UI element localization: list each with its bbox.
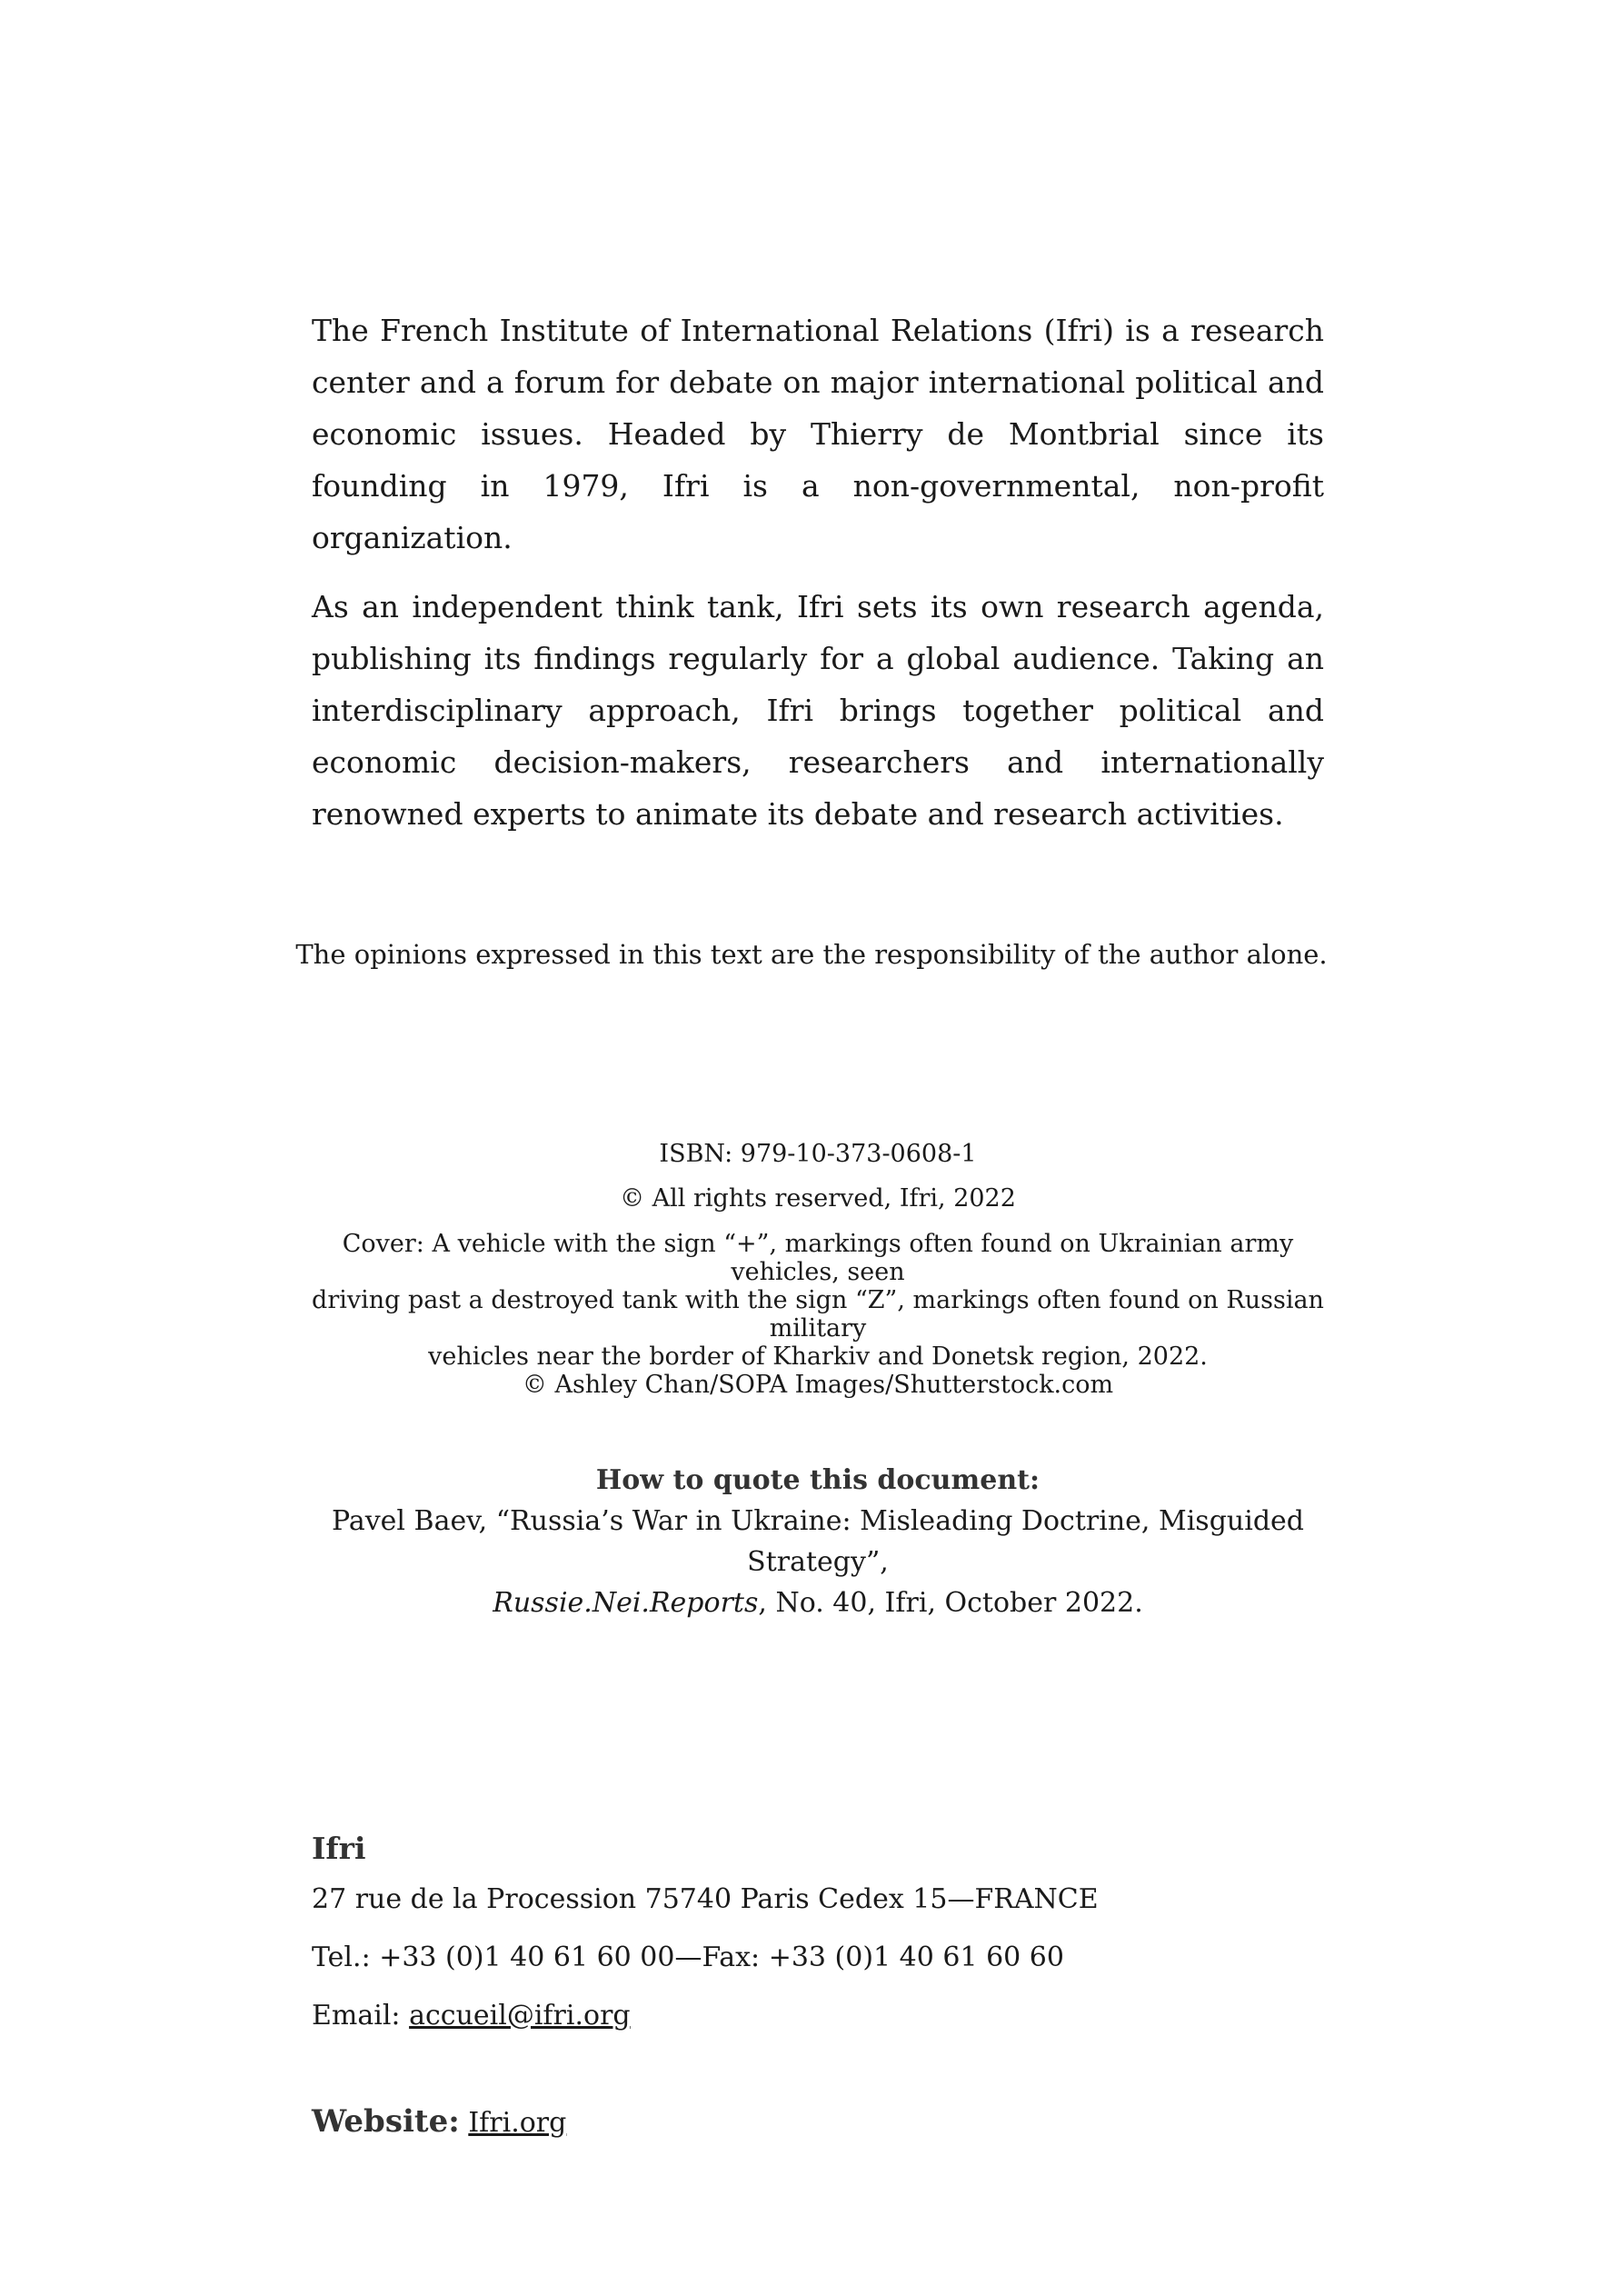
citation-heading: How to quote this document: (595, 1464, 1041, 1496)
org-address: 27 rue de la Procession 75740 Paris Cedex 15—FRANCE (312, 1883, 1099, 1915)
intro-paragraph-2: As an independent think tank, Ifri sets its own research agenda, publishing its findings regularly for a global audience. Taking an interdisciplinary approach, Ifri brings together political and economic decision-makers, researchers and internationally renowned experts to animate its debate and research activities. (312, 589, 1324, 832)
website-row (312, 2098, 1324, 2147)
email-label: Email: (312, 2000, 410, 2031)
email-link[interactable]: accueil@ifri.org (409, 2000, 631, 2031)
ifri-description (312, 304, 1324, 857)
org-phone: Tel.: +33 (0)1 40 61 60 00—Fax: +33 (0)1 40 61 60 60 (312, 1942, 1064, 1973)
contact-block (312, 1827, 1324, 2147)
cover-caption-line: Cover: A vehicle with the sign “+”, markings often found on Ukrainian army vehicles, seen (342, 1230, 1294, 1286)
website-link[interactable]: Ifri.org (468, 2107, 567, 2139)
citation-block (312, 1460, 1324, 1623)
citation-details: , No. 40, Ifri, October 2022. (758, 1587, 1143, 1619)
citation-line-1: Pavel Baev, “Russia’s War in Ukraine: Misleading Doctrine, Misguided Strategy”, (332, 1505, 1304, 1578)
intro-paragraph-1: The French Institute of International Relations (Ifri) is a research center and a forum for debate on major international political and economic issues. Headed by Thierry de Montbrial since its founding in 1979, Ifri is a non-governmental, non-profit organization. (312, 313, 1324, 555)
author-disclaimer: The opinions expressed in this text are the responsibility of the author alone. (295, 939, 1328, 970)
cover-caption-line: vehicles near the border of Kharkiv and Donetsk region, 2022. (428, 1343, 1208, 1371)
series-title: Russie.Nei.Reports (493, 1587, 759, 1619)
website-label: Website: (312, 2103, 460, 2140)
cover-caption-line: driving past a destroyed tank with the sign “Z”, markings often found on Russian military (312, 1286, 1324, 1343)
cover-credit (312, 1230, 1324, 1399)
isbn: ISBN: 979-10-373-0608-1 (659, 1140, 977, 1168)
org-email-row (312, 1987, 1324, 2045)
org-name: Ifri (312, 1831, 366, 1866)
citation-line-2 (312, 1582, 1324, 1623)
copyright: © All rights reserved, Ifri, 2022 (620, 1184, 1016, 1213)
legal-block (312, 1136, 1324, 1399)
photo-credit: © Ashley Chan/SOPA Images/Shutterstock.com (522, 1371, 1114, 1399)
